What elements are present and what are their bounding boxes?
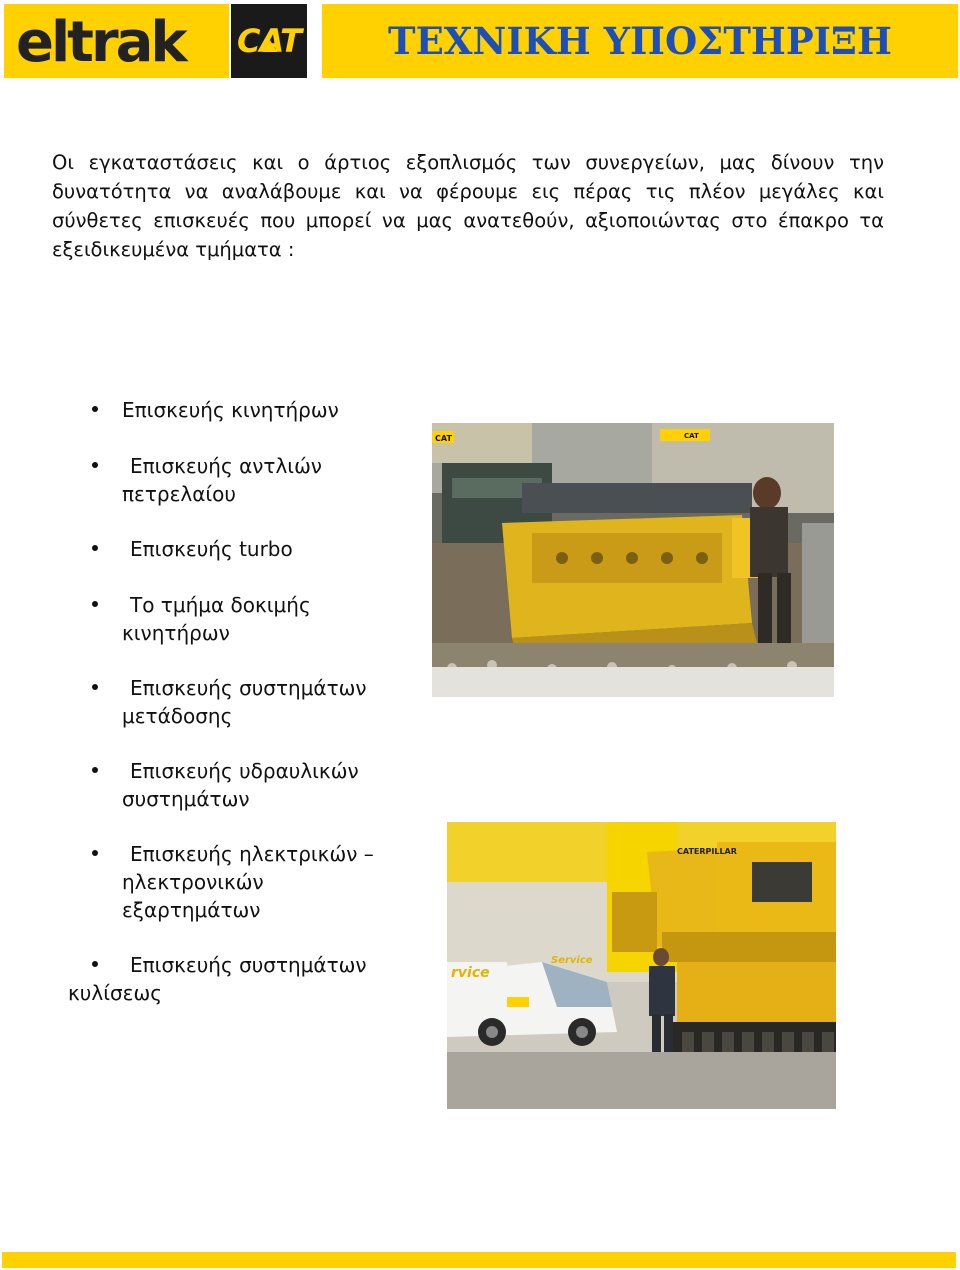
service-item: Επισκευής συστημάτων (130, 953, 367, 977)
eltrak-wordmark: eltrak (16, 10, 185, 75)
eltrak-logo (4, 4, 229, 78)
svg-text:rvice: rvice (451, 965, 490, 981)
service-van-excavator-photo (447, 822, 836, 1109)
service-item: Επισκευής turbo (130, 537, 293, 561)
service-item: Επισκευής συστημάτων μετάδοσης (122, 676, 367, 728)
cat-wordmark: CAT (236, 22, 301, 60)
bullet-icon (92, 601, 98, 607)
svg-text:Service: Service (551, 955, 593, 966)
intro-paragraph: Οι εγκαταστάσεις και ο άρτιος εξοπλισμός των συνεργείων, μας δίνουν την δυνατότητα να αναλάβουμε και να φέρουμε εις πέρας τις πλέον μεγάλες και σύνθετες επισκευές που μπορεί να μας ανατεθούν, αξιοποιώντας στο έπακρο τα εξειδικευμένα τμήματα : (52, 151, 884, 261)
svg-text:CATERPILLAR: CATERPILLAR (677, 847, 737, 856)
bullet-icon (92, 961, 98, 967)
svg-text:CAT: CAT (684, 432, 699, 440)
footer-bar (2, 1252, 956, 1268)
page-title: ΤΕΧΝΙΚΗ ΥΠΟΣΤΗΡΙΞΗ (388, 19, 892, 63)
bullet-icon (92, 406, 98, 412)
cat-triangle-icon (263, 40, 277, 52)
bullet-icon (92, 767, 98, 773)
service-item: Επισκευής αντλιών πετρελαίου (122, 454, 322, 506)
workshop-engine-photo (432, 423, 834, 697)
service-item: Επισκευής υδραυλικών συστημάτων (122, 759, 359, 811)
title-banner (322, 4, 958, 78)
service-item-continuation: κυλίσεως (68, 981, 162, 1005)
service-item: Επισκευής ηλεκτρικών – ηλεκτρονικών εξαρτημάτων (122, 842, 374, 922)
service-van-excavator-illustration (447, 822, 836, 1109)
service-item: Επισκευής κινητήρων (122, 398, 339, 422)
bullet-icon (92, 462, 98, 468)
bullet-icon (92, 545, 98, 551)
cat-logo (231, 4, 307, 78)
bullet-icon (92, 850, 98, 856)
svg-text:CAT: CAT (435, 434, 452, 443)
service-item: Το τμήμα δοκιμής κινητήρων (122, 593, 311, 645)
bullet-icon (92, 684, 98, 690)
workshop-engine-illustration (432, 423, 834, 697)
